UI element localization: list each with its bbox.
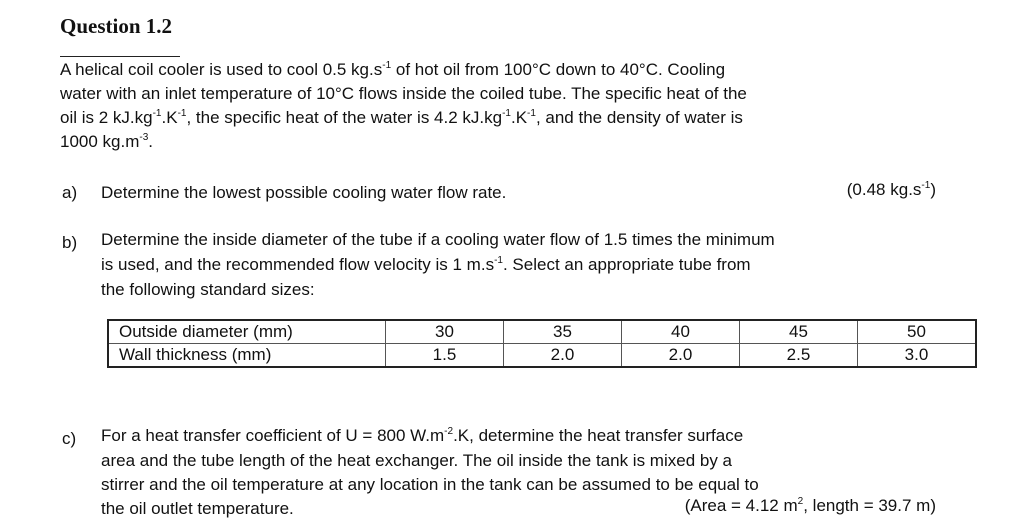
table-cell: 40 bbox=[622, 320, 740, 344]
table-cell: 2.0 bbox=[622, 344, 740, 368]
table-row-wall-thickness bbox=[108, 344, 976, 368]
row-header: Outside diameter (mm) bbox=[108, 320, 386, 344]
tube-sizes-table bbox=[107, 319, 977, 368]
table-cell: 50 bbox=[858, 320, 977, 344]
table-cell: 2.5 bbox=[740, 344, 858, 368]
part-c-line-2: area and the tube length of the heat exchanger. The oil inside the tank is mixed by a bbox=[101, 451, 733, 470]
part-c-answer: (Area = 4.12 $m^2$, length = 39.7 m) bbox=[684, 496, 936, 515]
part-c-line-4: the oil outlet temperature. bbox=[101, 499, 294, 518]
question-title: Question 1.2 bbox=[60, 14, 173, 38]
part-c-label: c) bbox=[62, 429, 77, 448]
part-b-label: b) bbox=[62, 233, 78, 252]
part-a-text: Determine the lowest possible cooling water flow rate. bbox=[101, 183, 507, 202]
part-c-line-1: For a heat transfer coefficient of U = 800 $W.m^{-2}.K$, determine the heat transfer surface bbox=[101, 426, 744, 445]
part-c-line-3: stirrer and the oil temperature at any location in the tank can be assumed to be equal to bbox=[101, 475, 759, 494]
table-cell: 30 bbox=[386, 320, 504, 344]
table-cell: 1.5 bbox=[386, 344, 504, 368]
table-cell: 45 bbox=[740, 320, 858, 344]
intro-line-1: A helical coil cooler is used to cool 0.5 $kg.s^{-1}$ of hot oil from 100°C down to 40°C. Cooling bbox=[60, 60, 726, 79]
intro-line-2: water with an inlet temperature of 10°C flows inside the coiled tube. The specific heat of the bbox=[60, 84, 747, 103]
part-a-label: a) bbox=[62, 183, 78, 202]
table-cell: 2.0 bbox=[504, 344, 622, 368]
table-cell: 3.0 bbox=[858, 344, 977, 368]
intro-line-3: oil is 2 $kJ.kg^{-1}.K^{-1}$, the specific heat of the water is 4.2 $kJ.kg^{-1}.K^{-1}$, and the density of water is bbox=[60, 108, 743, 127]
title-divider bbox=[60, 56, 180, 57]
part-b-line-3: the following standard sizes: bbox=[101, 280, 315, 299]
part-a-answer: (0.48 $kg.s^{-1}$) bbox=[846, 180, 936, 199]
part-b-line-2: is used, and the recommended flow velocity is 1 $m.s^{-1}$. Select an appropriate tube from bbox=[101, 255, 751, 274]
intro-line-4: 1000 $kg.m^{-3}$. bbox=[60, 132, 154, 151]
row-header: Wall thickness (mm) bbox=[108, 344, 386, 368]
table-cell: 35 bbox=[504, 320, 622, 344]
part-b-line-1: Determine the inside diameter of the tube if a cooling water flow of 1.5 times the minimum bbox=[101, 230, 775, 249]
table-row-outside-diameter bbox=[108, 320, 976, 344]
